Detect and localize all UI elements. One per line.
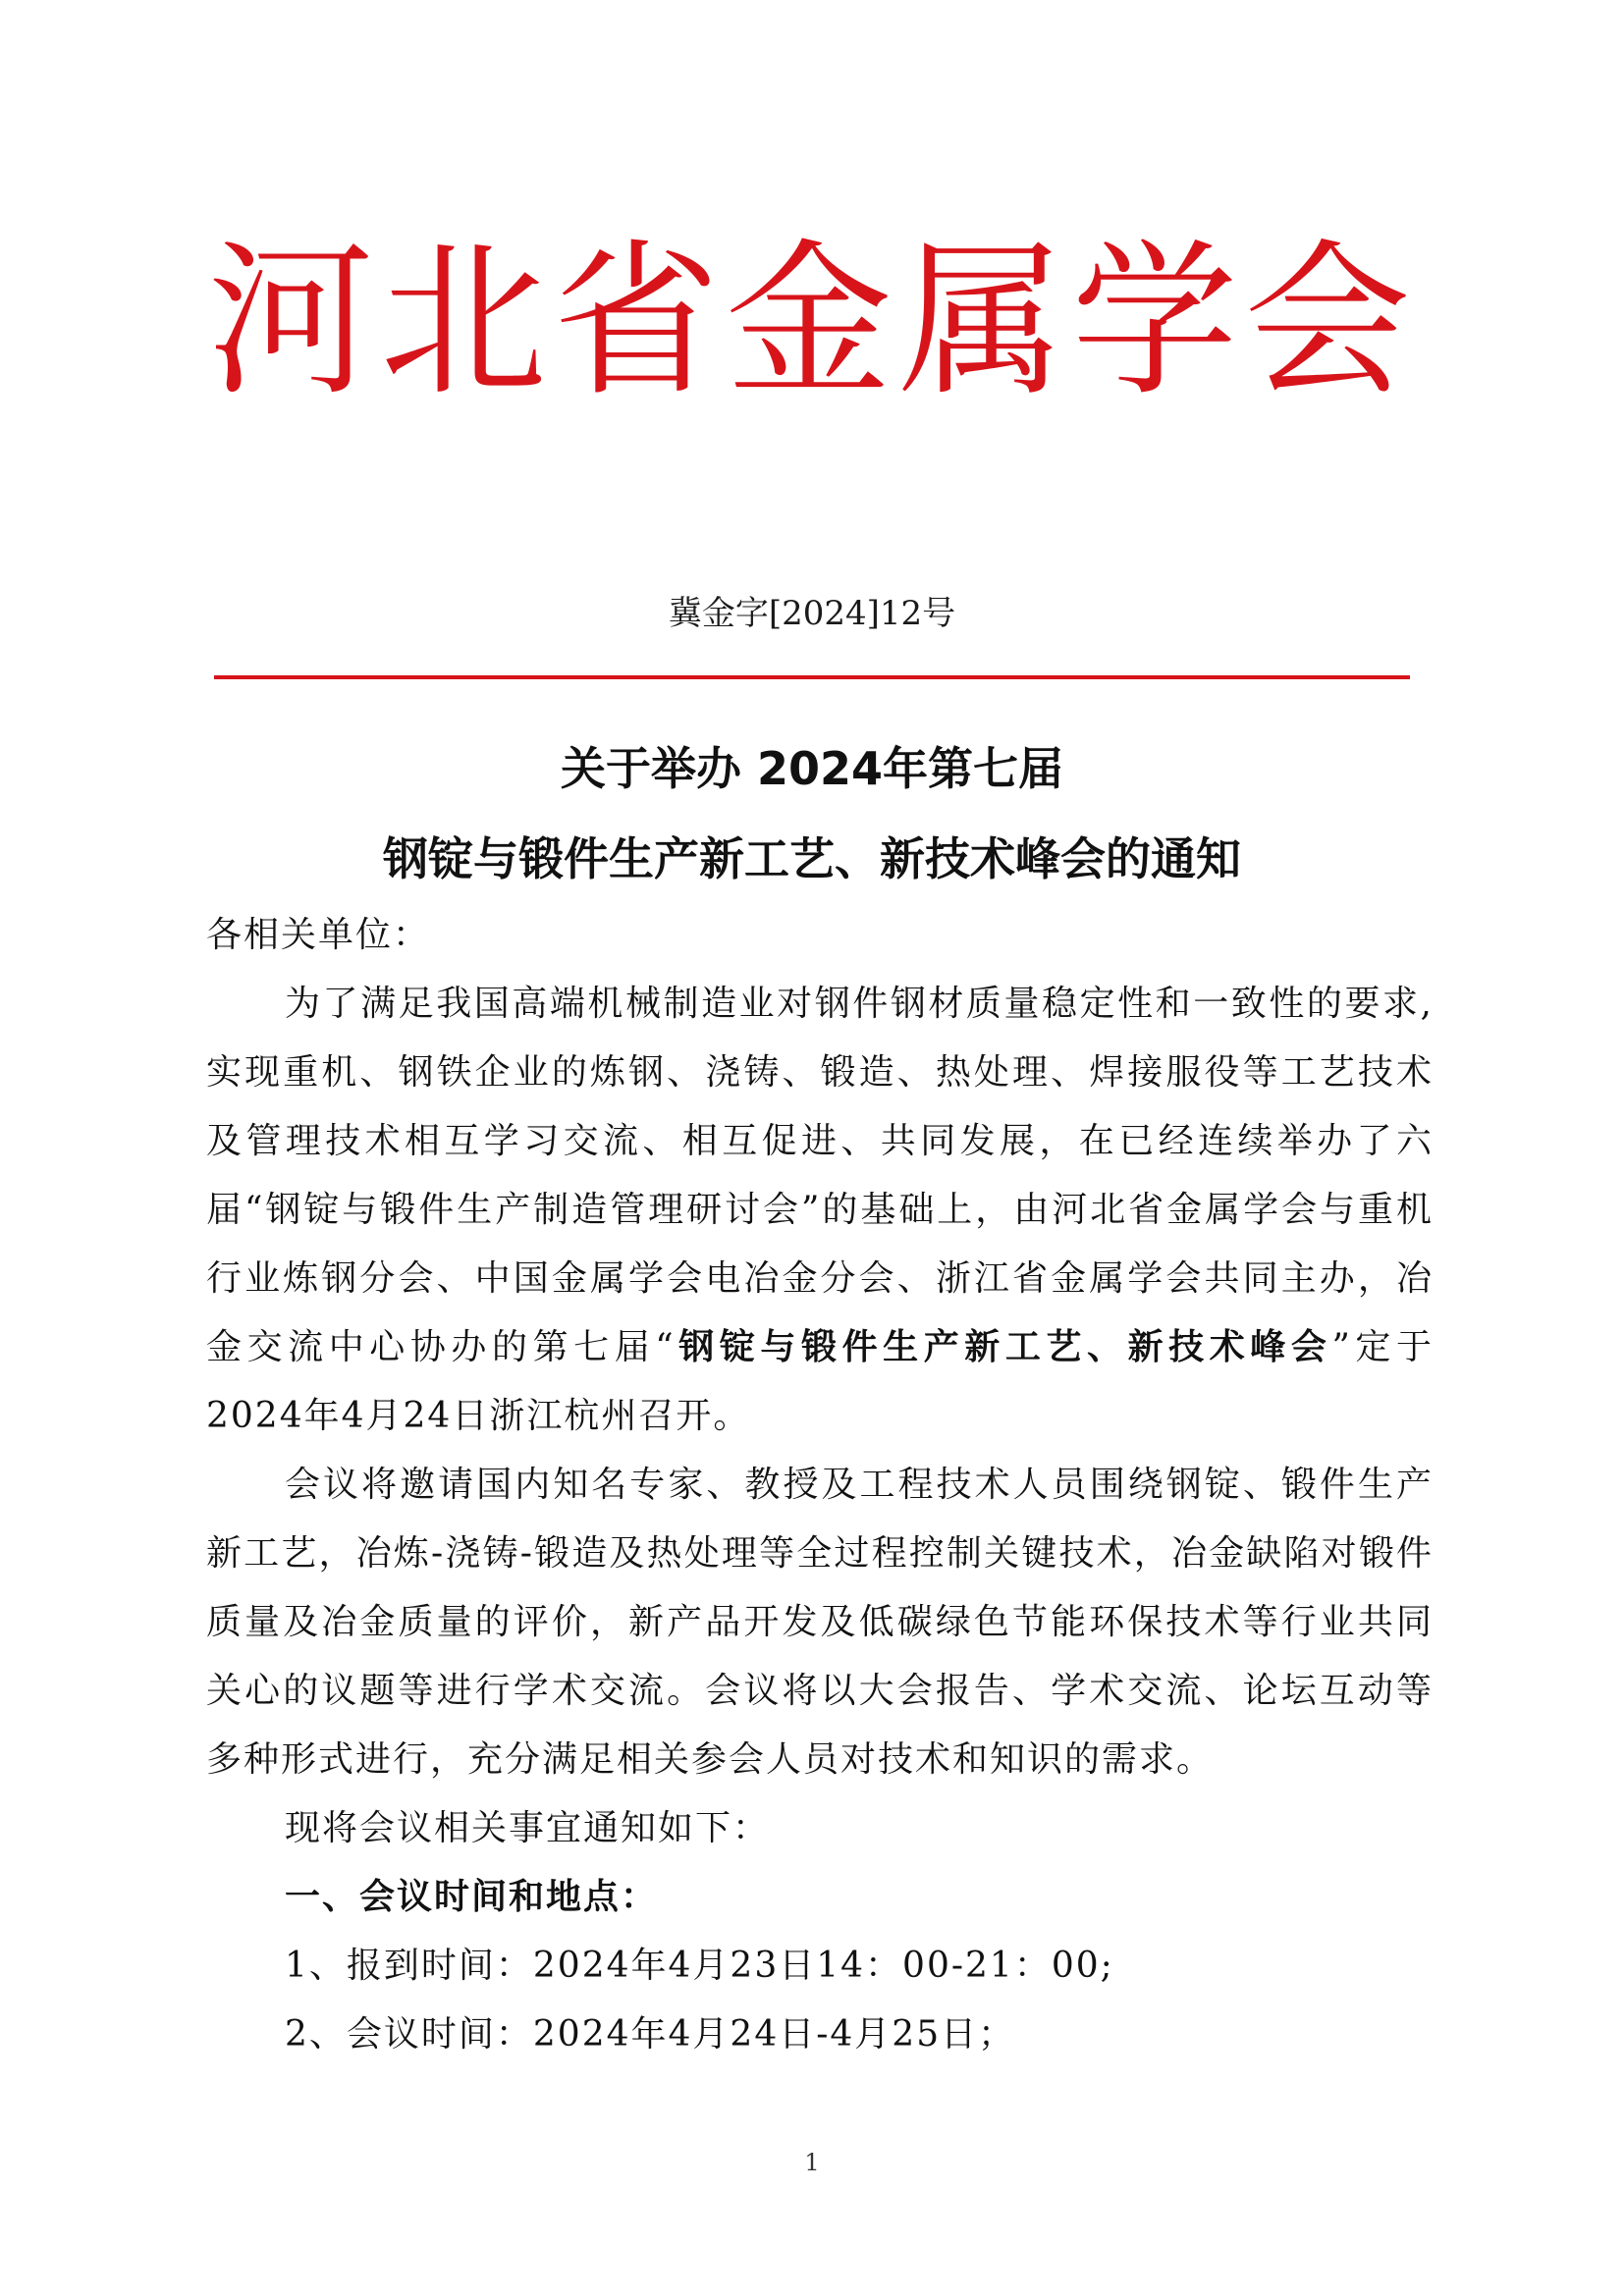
paragraph-topics: 会议将邀请国内知名专家、教授及工程技术人员围绕钢锭、锻件生产新工艺，冶炼-浇铸-锻造及热处理等全过程控制关键技术，冶金缺陷对锻件质量及冶金质量的评价，新产品开发及低碳绿色节能环保技术等行业共同关心的议题等进行学术交流。会议将以大会报告、学术交流、论坛互动等多种形式进行，充分满足相关参会人员对技术和知识的需求。 xyxy=(206,1465,1434,1780)
paragraph-intro-text-b: ”定于 2024年4月24日浙江杭州召开。 xyxy=(206,1327,1434,1436)
paragraph-intro xyxy=(206,970,1434,1451)
page-number: 1 xyxy=(804,2149,820,2176)
notice-title-line-2: 钢锭与锻件生产新工艺、新技术峰会的通知 xyxy=(383,832,1241,885)
document-number: 冀金字[2024]12号 xyxy=(668,594,956,633)
paragraph-intro-text-a: 为了满足我国高端机械制造业对钢件钢材质量稳定性和一致性的要求,实现重机、钢铁企业的炼钢、浇铸、锻造、热处理、焊接服役等工艺技术及管理技术相互学习交流、相互促进、共同发展，在已经连续举办了六届“钢锭与锻件生产制造管理研讨会”的基础上，由河北省金属学会与重机行业炼钢分会、中国金属学会电冶金分会、浙江省金属学会共同主办，冶金交流中心协办的第七届“ xyxy=(206,984,1434,1367)
red-divider-line xyxy=(214,675,1410,679)
list-item-registration-time: 1、报到时间：2024年4月23日14：00-21：00; xyxy=(285,1946,1114,1986)
summit-name-emphasis: 钢锭与锻件生产新工艺、新技术峰会 xyxy=(675,1327,1332,1367)
salutation: 各相关单位： xyxy=(206,915,431,955)
notice-title-line-1: 关于举办 2024年第七届 xyxy=(560,742,1064,795)
paragraph-notice-lead: 现将会议相关事宜通知如下： xyxy=(285,1808,771,1848)
masthead-org-name: 河北省金属学会 xyxy=(206,225,1417,419)
section-heading-time-place: 一、会议时间和地点： xyxy=(285,1877,659,1917)
list-item-meeting-time: 2、会议时间：2024年4月24日-4月25日； xyxy=(285,2014,1016,2055)
notice-body xyxy=(206,901,1434,2069)
